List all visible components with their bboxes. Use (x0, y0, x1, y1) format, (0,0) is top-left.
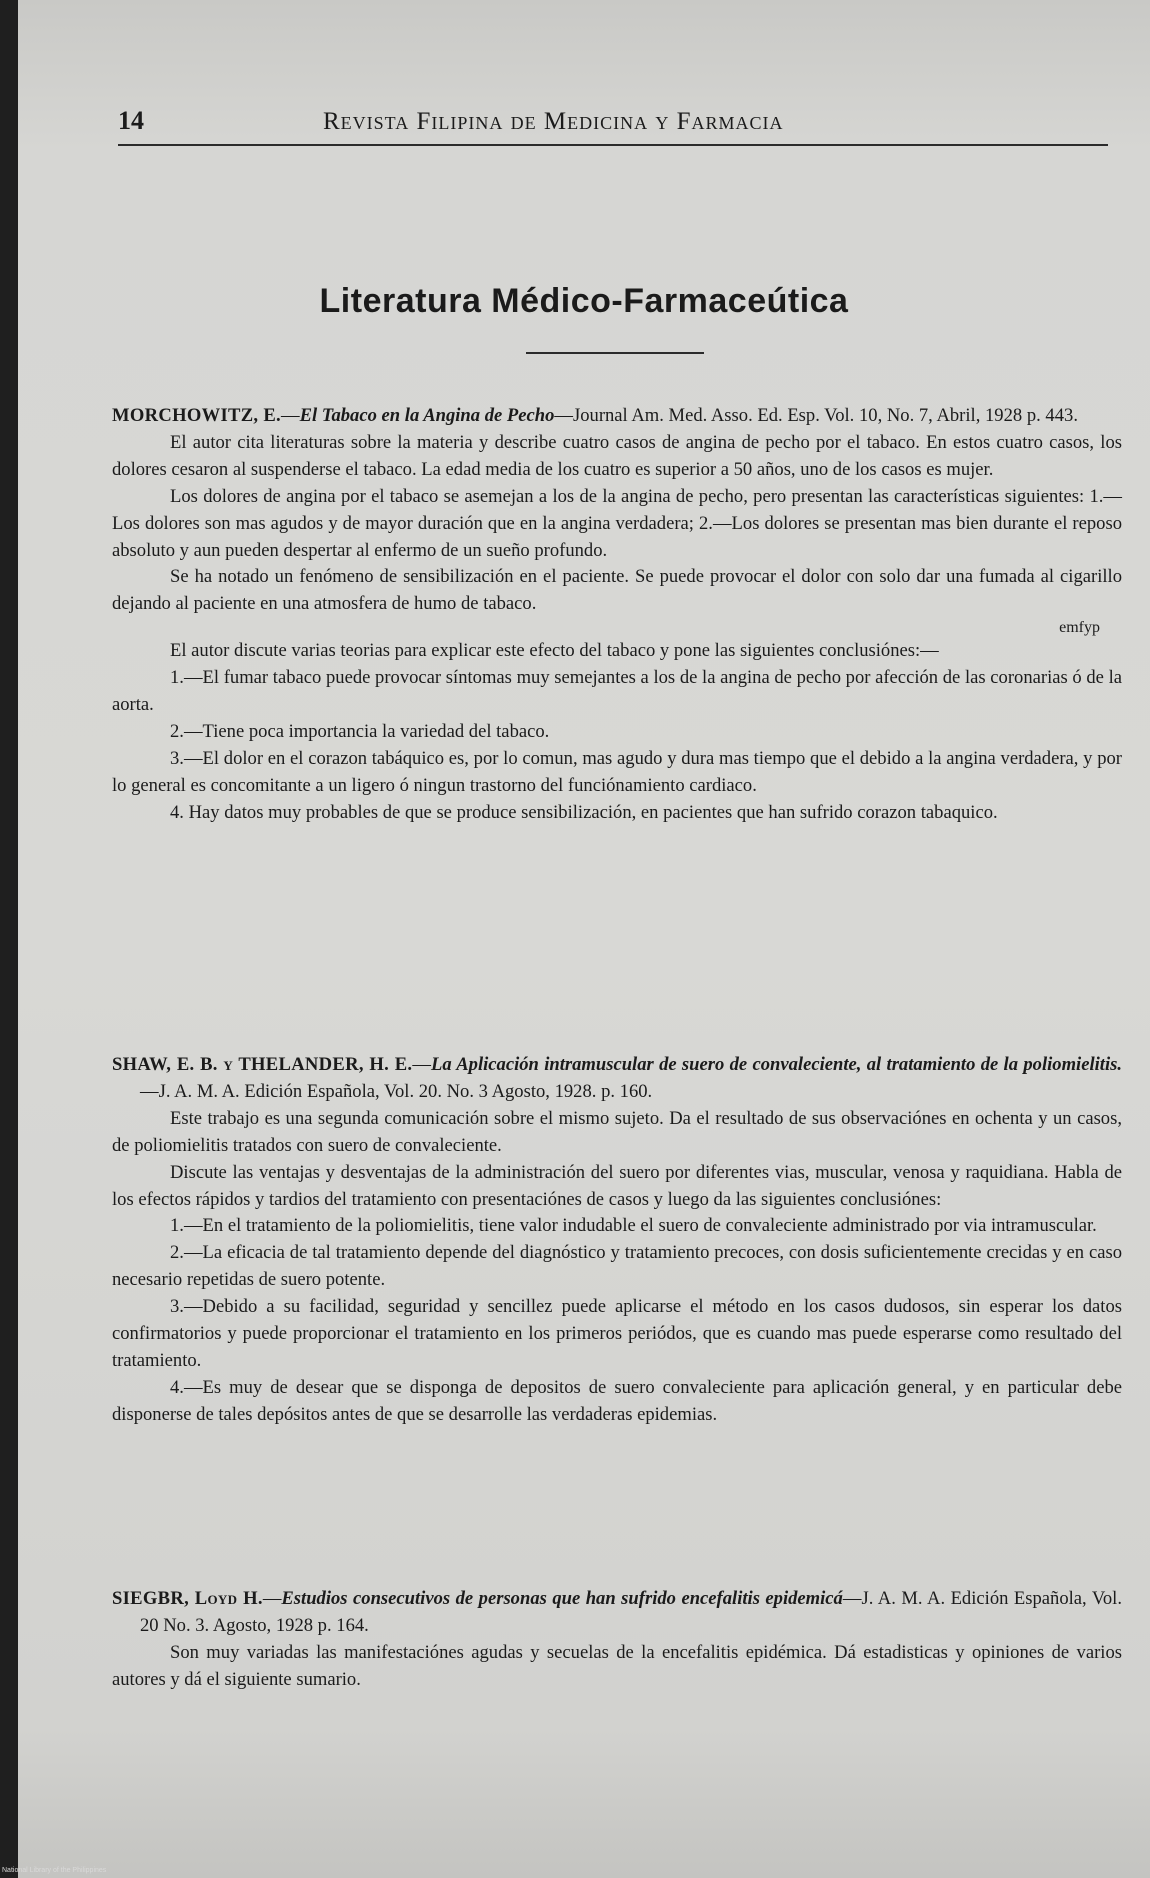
paragraph: Discute las ventajas y desventajas de la administración del suero por diferentes vias, muscular, venosa y raquidiana. Habla de los efectos rápidos y tardios del tratamiento con presentaciónes de casos y luego da las siguientes conclusiónes: (112, 1161, 1122, 1210)
library-footer: National Library of the Philippines (2, 1867, 107, 1874)
dash: — (554, 405, 573, 426)
dash: — (280, 405, 300, 426)
running-header (118, 106, 1108, 146)
abstract-entry-2 (112, 1052, 1122, 1429)
abstract-entry-3 (112, 1586, 1122, 1694)
paragraph: El autor cita literaturas sobre la materia y describe cuatro casos de angina de pecho por el tabaco. En estos cuatro casos, los dolores cesaron al suspenderse el tabaco. La edad media de los cuatro es superior a 50 años, uno de los casos es mujer. (112, 431, 1122, 480)
abstract-entry-1 (112, 403, 1122, 827)
conclusion-item: 2.—La eficacia de tal tratamiento depende del diagnóstico y tratamiento precoces, con dosis suficientemente crecidas y en caso necesario repetidas de suero potente. (112, 1242, 1122, 1291)
journal-title: Revista Filipina de Medicina y Farmacia (323, 108, 784, 135)
citation (112, 1586, 1122, 1640)
paragraph: Son muy variadas las manifestaciónes agudas y secuelas de la encefalitis epidémica. Dá estadisticas y opiniones de varios autores y dá el siguiente sumario. (112, 1641, 1122, 1690)
conclusion-item: 3.—Debido a su facilidad, seguridad y sencillez puede aplicarse el método en los casos dudosos, sin esperar los datos confirmatorios y puede proporcionar el tratamiento en los primeros periódos, que es cuando mas puede esperarse como resultado del tratamiento. (112, 1296, 1122, 1371)
paragraph: Este trabajo es una segunda comunicación sobre el mismo sujeto. Da el resultado de sus observaciónes en ochenta y un casos, de poliomielitis tratados con suero de convaleciente. (112, 1107, 1122, 1156)
paragraph: El autor discute varias teorias para explicar este efecto del tabaco y pone las siguientes conclusiónes:— (170, 640, 939, 662)
dash: — (842, 1588, 862, 1609)
source: J. A. M. A. Edición Española, Vol. 20 No. 3. Agosto, 1928 p. 164. (140, 1588, 1122, 1636)
source: Journal Am. Med. Asso. Ed. Esp. Vol. 10, No. 7, Abril, 1928 p. 443. (572, 405, 1078, 426)
conclusion-item: 1.—En el tratamiento de la poliomielitis, tiene valor indudable el suero de convaleciente administrado por via intramuscular. (170, 1215, 1097, 1237)
paragraph: Se ha notado un fenómeno de sensibilización en el paciente. Se puede provocar el dolor con solo dar una fumada al cigarillo dejando al paciente en una atmosfera de humo de tabaco. (112, 566, 1122, 615)
page (18, 0, 1150, 1878)
section-title: Literatura Médico-Farmaceútica (319, 282, 849, 320)
author: MORCHOWITZ, E. (112, 405, 281, 426)
conclusion-item: 1.—El fumar tabaco puede provocar síntomas muy semejantes a los de la angina de pecho por afección de las coronarias ó de la aorta. (112, 667, 1122, 716)
article-title: La Aplicación intramuscular de suero de convaleciente, al tratamiento de la poliomielitis. (430, 1054, 1122, 1075)
citation (112, 403, 1122, 430)
paragraph: Los dolores de angina por el tabaco se asemejan a los de la angina de pecho, pero presentan las características siguientes: 1.—Los dolores son mas agudos y de mayor duración que en la angina verdadera; 2.—Los dolores se presentan mas bien durante el reposo absoluto y aun pueden despertar al enfermo de un sueño profundo. (112, 485, 1122, 561)
author: SIEGBR, Loyd H. (112, 1588, 263, 1609)
marginal-note: emfyp (1059, 619, 1100, 637)
conclusion-item: 4.—Es muy de desear que se disponga de depositos de suero convaleciente para aplicación general, y en particular debe disponerse de tales depósitos antes de que se desarrolle las verdaderas epidemias. (112, 1376, 1122, 1425)
dash: — (140, 1080, 159, 1102)
citation (112, 1052, 1122, 1106)
dash: — (412, 1054, 431, 1075)
dash: — (262, 1588, 282, 1609)
article-title: Estudios consecutivos de personas que han sufrido encefalitis epidemicá (281, 1588, 843, 1609)
header-rule (118, 144, 1108, 146)
conclusion-item: 3.—El dolor en el corazon tabáquico es, por lo comun, mas agudo y dura mas tiempo que el debido a la angina verdadera, y por lo general es concomitante a un ligero ó ningun trastorno del funciónamiento cardiaco. (112, 747, 1122, 796)
article-title: El Tabaco en la Angina de Pecho (299, 405, 555, 426)
page-number: 14 (118, 106, 144, 135)
title-rule (526, 352, 704, 354)
conclusion-item: 2.—Tiene poca importancia la variedad del tabaco. (170, 720, 550, 742)
author: SHAW, E. B. y THELANDER, H. E. (112, 1054, 413, 1075)
source: J. A. M. A. Edición Española, Vol. 20. No. 3 Agosto, 1928. p. 160. (158, 1080, 653, 1102)
conclusion-item: 4. Hay datos muy probables de que se produce sensibilización, en pacientes que han sufrido corazon tabaquico. (170, 801, 998, 823)
